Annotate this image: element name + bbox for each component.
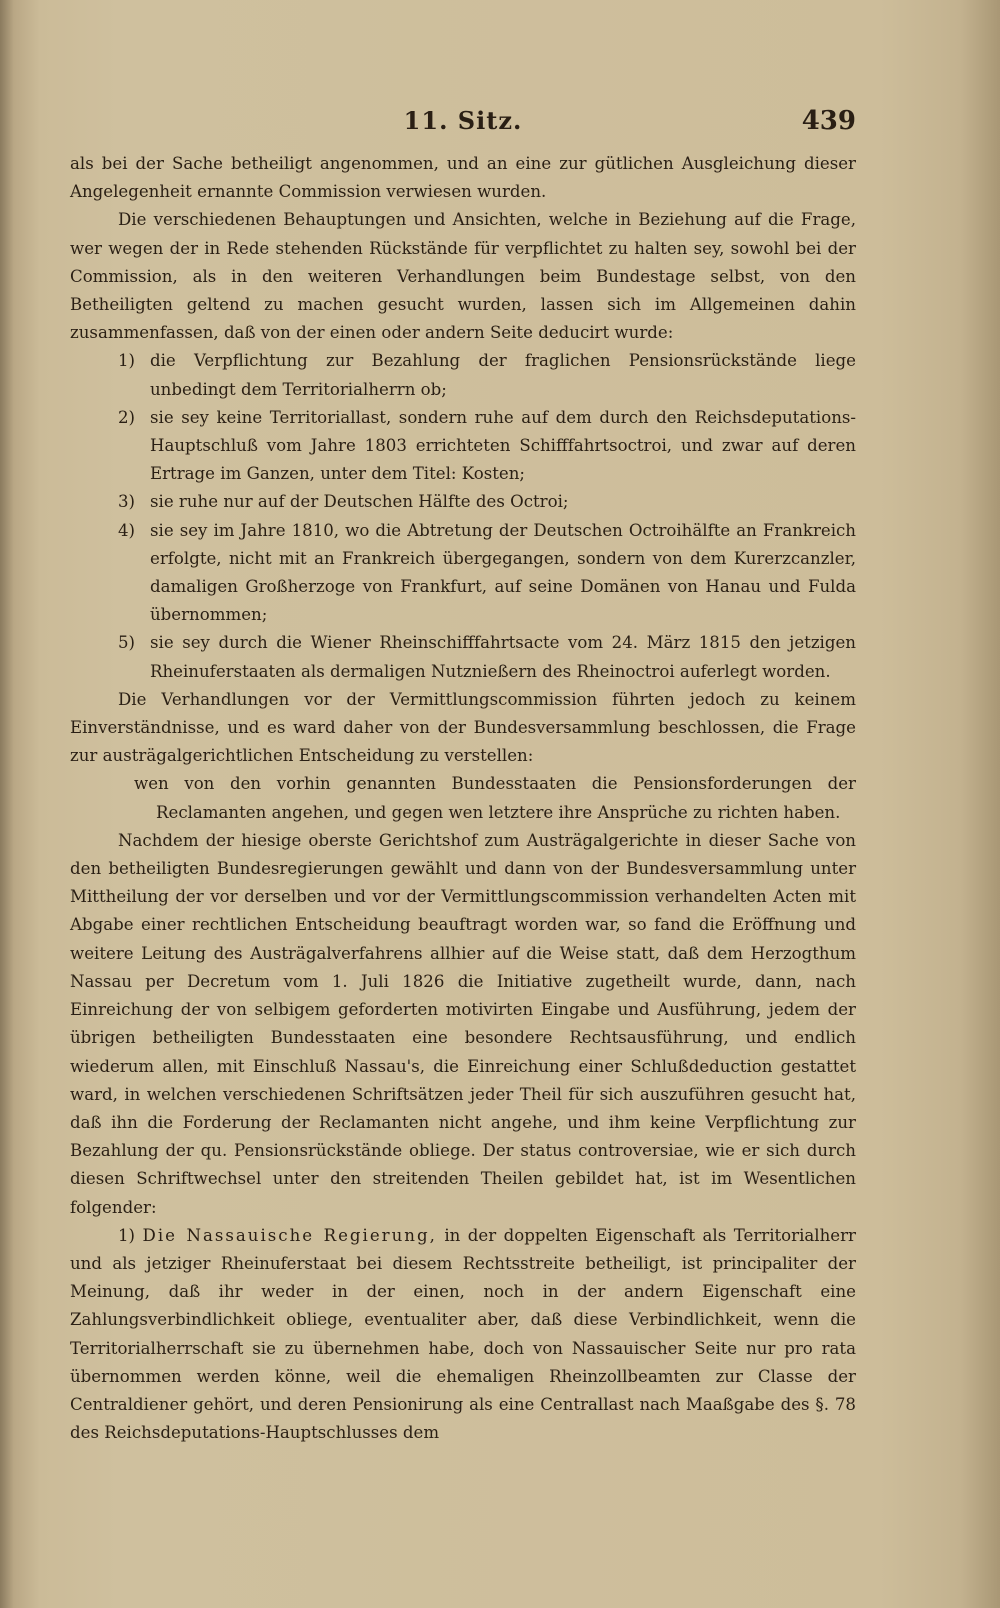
paragraph-claims-intro: Die verschiedenen Behauptungen und Ansichten, welche in Beziehung auf die Frage, wer wegen der in Rede stehenden Rückstände für verpflichtet zu halten sey, sowohl bei der Commission, als in den weiteren Verhandlungen beim Bundestage selbst, von den Betheiligten geltend zu machen gesucht wurden, lassen sich im Allgemeinen dahin zusammenfassen, daß von der einen oder andern Seite deducirt wurde: <box>70 210 856 343</box>
list-item <box>118 404 856 489</box>
list-item <box>118 488 856 516</box>
list-text: die Verpflichtung zur Bezahlung der fraglichen Pensionsrückstände liege unbedingt dem Territorialherrn ob; <box>150 351 856 399</box>
claims-list <box>70 347 856 685</box>
paragraph-continuation: als bei der Sache betheiligt angenommen, und an eine zur gütlichen Ausgleichung dieser Angelegenheit ernannte Commission verwiesen wurden. <box>70 154 856 202</box>
paragraph-nassau <box>70 1222 856 1448</box>
list-number: 5) <box>118 633 136 653</box>
list-item <box>118 517 856 630</box>
list-text: sie ruhe nur auf der Deutschen Hälfte des Octroi; <box>150 492 569 512</box>
list-number: 4) <box>118 520 136 540</box>
running-head: 11. Sitz. <box>403 106 523 135</box>
list-number: 1) <box>118 351 136 371</box>
quote-text: wen von den vorhin genannten Bundesstaaten die Pensionsforderungen der Reclamanten angehen, und gegen wen letztere ihre Ansprüche zu richten haben. <box>134 774 856 822</box>
item-number: 1) <box>118 1225 136 1245</box>
list-text: sie sey durch die Wiener Rheinschifffahrtsacte vom 24. März 1815 den jetzigen Rheinuferstaaten als dermaligen Nutznießern des Rheinoctroi auferlegt worden. <box>150 633 856 681</box>
list-text: sie sey im Jahre 1810, wo die Abtretung der Deutschen Octroihälfte an Frankreich erfolgte, nicht mit an Frankreich übergegangen, sondern von dem Kurerzcanzler, damaligen Großherzoge von Frankfurt, auf seine Domänen von Hanau und Fulda übernommen; <box>150 520 856 625</box>
list-text: sie sey keine Territoriallast, sondern ruhe auf dem durch den Reichsdeputations-Hauptschluß vom Jahre 1803 errichteten Schifffahrtsoctroi, und zwar auf deren Ertrage im Ganzen, unter dem Titel: Kosten; <box>150 407 856 484</box>
page-header <box>70 106 856 150</box>
spaced-emphasis: Die Nassauische Regierung, <box>142 1225 437 1245</box>
page-number: 439 <box>801 106 856 136</box>
paragraph-nassau-text: in der doppelten Eigenschaft als Territorialherr und als jetziger Rheinuferstaat bei diesem Rechtsstreite betheiligt, ist principaliter der Meinung, daß ihr weder in der einen, noch in der andern Eigenschaft eine Zahlungsverbindlichkeit obliege, eventualiter aber, daß diese Verbindlichkeit, wenn die Territorialherrschaft sie zu übernehmen habe, doch von Nassauischer Seite nur pro rata übernommen werden könne, weil die ehemaligen Rheinzollbeamten zur Classe der Centraldiener gehört, und deren Pensionirung als eine Centrallast nach Maaßgabe des §. 78 des Reichsdeputations-Hauptschlusses dem <box>70 1225 856 1443</box>
list-number: 2) <box>118 407 136 427</box>
list-item <box>118 629 856 685</box>
list-item <box>118 347 856 403</box>
page-content <box>70 106 856 1447</box>
paragraph-negotiations: Die Verhandlungen vor der Vermittlungscommission führten jedoch zu keinem Einverständnisse, und es ward daher von der Bundesversammlung beschlossen, die Frage zur austrägalgerichtlichen Entscheidung zu verstellen: <box>70 689 856 766</box>
paragraph-procedure: Nachdem der hiesige oberste Gerichtshof zum Austrägalgerichte in dieser Sache von den betheiligten Bundesregierungen gewählt und dann von der Bundesversammlung unter Mittheilung der vor derselben und vor der Vermittlungscommission verhandelten Acten mit Abgabe einer rechtlichen Entscheidung beauftragt worden war, so fand die Eröffnung und weitere Leitung des Austrägalverfahrens allhier auf die Weise statt, daß dem Herzogthum Nassau per Decretum vom 1. Juli 1826 die Initiative zugetheilt wurde, dann, nach Einreichung der von selbigem geforderten motivirten Eingabe und Ausführung, jedem der übrigen betheiligten Bundesstaaten eine besondere Rechtsausführung, und endlich wiederum allen, mit Einschluß Nassau's, die Einreichung einer Schlußdeduction gestattet ward, in welchen verschiedenen Schriftsätzen jeder Theil für sich auszuführen gesucht hat, daß ihn die Forderung der Reclamanten nicht angehe, und ihm keine Verpflichtung zur Bezahlung der qu. Pensionsrückstände obliege. Der status controversiae, wie er sich durch diesen Schriftwechsel unter den streitenden Theilen gebildet hat, ist im Wesentlichen folgender: <box>70 830 856 1217</box>
list-number: 3) <box>118 492 136 512</box>
question-quote <box>134 770 856 826</box>
